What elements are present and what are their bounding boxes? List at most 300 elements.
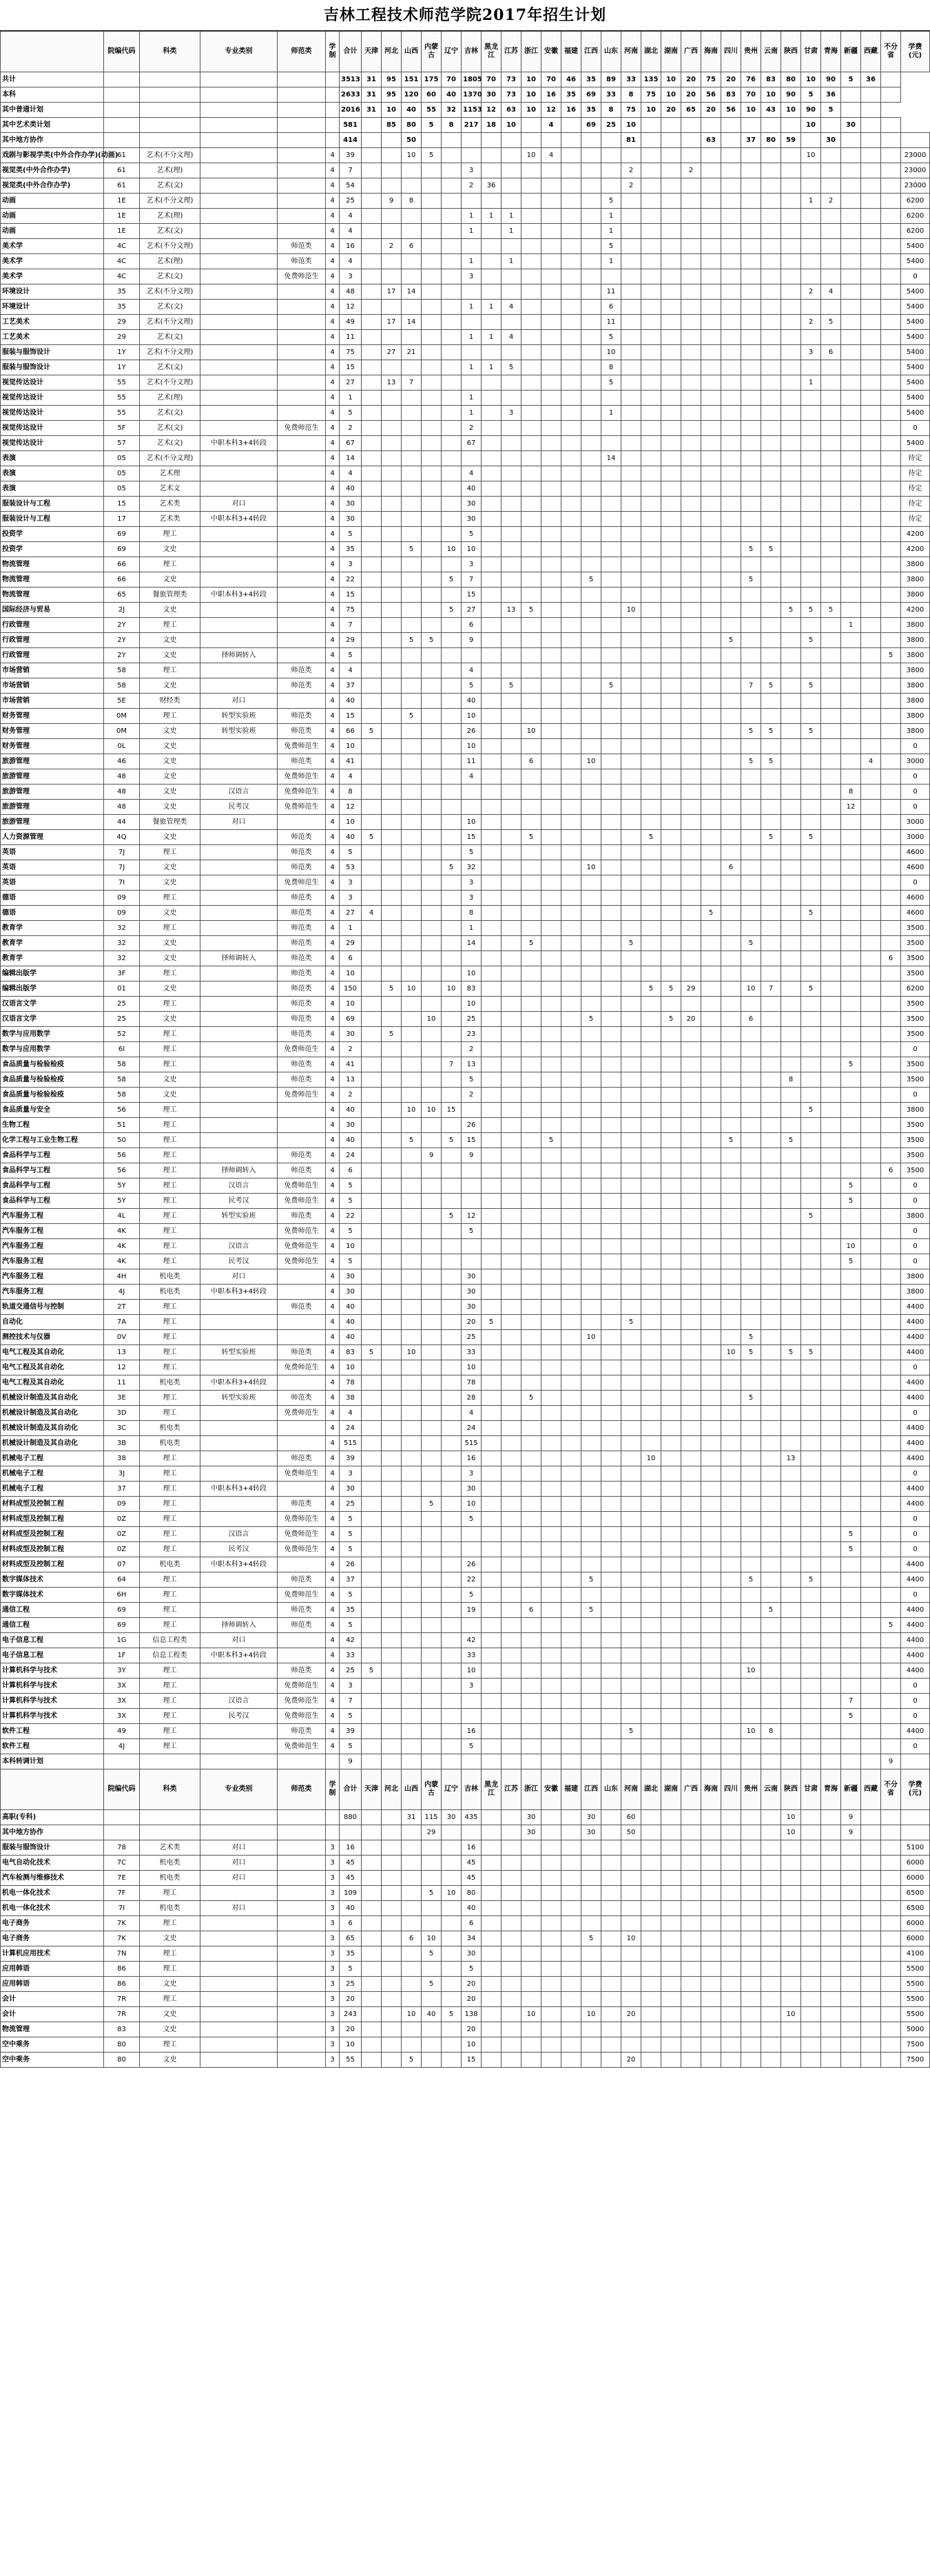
table-row xyxy=(1,739,930,754)
table-cell xyxy=(681,1451,701,1466)
table-cell xyxy=(801,1451,821,1466)
table-cell: 对口 xyxy=(200,1269,278,1285)
table-cell xyxy=(482,1825,502,1840)
table-cell xyxy=(701,1224,721,1239)
table-cell xyxy=(362,588,382,603)
table-cell xyxy=(881,375,901,391)
table-cell xyxy=(641,1871,661,1886)
table-cell: 4 xyxy=(326,785,340,800)
table-cell xyxy=(581,527,601,542)
table-cell xyxy=(402,269,422,284)
table-row xyxy=(1,754,930,769)
table-cell: 5 xyxy=(422,1886,442,1901)
table-cell xyxy=(861,1406,881,1421)
table-cell xyxy=(541,1285,561,1300)
table-cell xyxy=(581,1871,601,1886)
table-cell xyxy=(761,1360,781,1375)
table-cell xyxy=(621,739,641,754)
table-cell xyxy=(801,1012,821,1027)
table-cell: 5 xyxy=(621,936,641,951)
table-cell xyxy=(801,2007,821,2022)
table-cell: 对口 xyxy=(200,1901,278,1916)
table-cell xyxy=(881,1663,901,1679)
table-cell xyxy=(521,300,541,315)
table-cell xyxy=(801,1709,821,1724)
table-cell xyxy=(801,1901,821,1916)
table-cell: 09 xyxy=(104,906,140,921)
table-cell xyxy=(561,1557,581,1572)
table-cell xyxy=(801,1679,821,1694)
table-cell xyxy=(881,118,901,133)
table-cell xyxy=(278,1482,326,1497)
table-cell xyxy=(541,1436,561,1451)
table-cell xyxy=(601,936,621,951)
table-cell xyxy=(442,1239,462,1254)
table-cell xyxy=(661,1285,681,1300)
table-cell xyxy=(601,148,621,163)
table-cell xyxy=(362,406,382,421)
table-cell xyxy=(661,1163,681,1178)
table-cell xyxy=(561,663,581,678)
table-cell xyxy=(841,648,861,663)
table-cell xyxy=(821,391,841,406)
table-cell: 7J xyxy=(104,860,140,875)
table-cell xyxy=(326,72,340,87)
table-cell xyxy=(200,300,278,315)
table-cell xyxy=(278,103,326,118)
table-cell xyxy=(482,1224,502,1239)
table-cell xyxy=(761,1466,781,1482)
table-cell xyxy=(442,739,462,754)
table-cell xyxy=(861,1946,881,1962)
table-cell xyxy=(721,451,741,466)
table-cell xyxy=(681,1178,701,1194)
table-cell: 师范类 xyxy=(278,1012,326,1027)
table-cell: 29 xyxy=(104,330,140,345)
table-cell xyxy=(721,1633,741,1648)
table-cell xyxy=(741,769,761,785)
table-cell xyxy=(661,1451,681,1466)
table-cell: 6 xyxy=(721,860,741,875)
table-cell: 5 xyxy=(340,1962,362,1977)
table-cell xyxy=(681,1042,701,1057)
table-cell: 70 xyxy=(442,72,462,87)
table-cell: 30 xyxy=(462,1269,482,1285)
table-cell xyxy=(362,1375,382,1391)
table-cell xyxy=(641,133,661,148)
table-cell: 09 xyxy=(104,1497,140,1512)
table-cell xyxy=(741,663,761,678)
table-cell xyxy=(761,1557,781,1572)
table-cell xyxy=(681,421,701,436)
table-cell: 56 xyxy=(701,87,721,103)
table-cell: 1Y xyxy=(104,360,140,375)
table-cell: 67 xyxy=(340,436,362,451)
table-cell xyxy=(442,557,462,572)
table-cell xyxy=(761,1451,781,1466)
table-cell xyxy=(821,300,841,315)
table-cell xyxy=(861,1360,881,1375)
table-cell xyxy=(402,739,422,754)
major-name-cell: 机械电子工程 xyxy=(1,1482,104,1497)
table-cell xyxy=(502,1901,521,1916)
table-cell xyxy=(502,1962,521,1977)
table-cell: 3800 xyxy=(901,1209,930,1224)
table-cell: 1 xyxy=(340,921,362,936)
table-cell xyxy=(681,391,701,406)
table-cell xyxy=(661,1916,681,1931)
table-cell xyxy=(278,209,326,224)
table-cell xyxy=(881,1977,901,1992)
table-cell: 81 xyxy=(621,133,641,148)
table-cell xyxy=(781,1856,801,1871)
table-cell: 10 xyxy=(422,1012,442,1027)
table-cell: 58 xyxy=(104,1088,140,1103)
table-cell: 14 xyxy=(402,284,422,300)
table-cell: 56 xyxy=(721,103,741,118)
table-cell xyxy=(721,421,741,436)
table-cell xyxy=(561,2007,581,2022)
table-cell xyxy=(402,951,422,966)
column-header: 贵州 xyxy=(741,32,761,72)
table-cell xyxy=(781,1527,801,1542)
table-cell xyxy=(641,406,661,421)
enrollment-plan-table xyxy=(0,31,930,2068)
table-cell xyxy=(104,1754,140,1769)
table-cell xyxy=(541,906,561,921)
table-cell: 待定 xyxy=(901,466,930,481)
table-cell xyxy=(442,1992,462,2007)
table-cell xyxy=(761,966,781,981)
table-cell xyxy=(382,1088,402,1103)
table-cell xyxy=(621,1754,641,1769)
table-cell xyxy=(881,875,901,891)
table-cell: 4 xyxy=(326,936,340,951)
table-cell xyxy=(861,2053,881,2068)
table-cell xyxy=(362,451,382,466)
table-cell: 5 xyxy=(340,1224,362,1239)
table-cell xyxy=(681,936,701,951)
table-cell: 49 xyxy=(104,1724,140,1739)
table-cell: 4400 xyxy=(901,1375,930,1391)
table-cell xyxy=(581,481,601,497)
table-cell xyxy=(701,224,721,239)
table-cell xyxy=(661,1133,681,1148)
table-cell xyxy=(861,709,881,724)
table-cell: 36 xyxy=(861,72,881,87)
table-cell: 3 xyxy=(462,557,482,572)
table-cell xyxy=(521,739,541,754)
table-row xyxy=(1,148,930,163)
table-cell xyxy=(881,345,901,360)
table-cell xyxy=(561,391,581,406)
table-row xyxy=(1,785,930,800)
table-cell xyxy=(881,1679,901,1694)
table-cell xyxy=(821,1042,841,1057)
table-cell: 4H xyxy=(104,1269,140,1285)
table-cell: 民考汉 xyxy=(200,800,278,815)
table-cell xyxy=(761,1345,781,1360)
table-row xyxy=(1,1027,930,1042)
major-name-cell: 动画 xyxy=(1,224,104,239)
table-cell: 4 xyxy=(326,497,340,512)
table-cell xyxy=(661,1421,681,1436)
table-cell xyxy=(821,1557,841,1572)
table-cell: 7 xyxy=(340,1694,362,1709)
table-cell xyxy=(701,1285,721,1300)
table-cell xyxy=(681,1901,701,1916)
table-cell: 10 xyxy=(502,118,521,133)
table-cell: 10 xyxy=(462,709,482,724)
table-cell: 机电类 xyxy=(140,1421,200,1436)
table-cell xyxy=(402,1527,422,1542)
table-cell: 10 xyxy=(741,981,761,997)
table-cell xyxy=(701,163,721,178)
table-cell xyxy=(701,860,721,875)
table-cell xyxy=(741,951,761,966)
table-cell xyxy=(561,1375,581,1391)
table-cell: 90 xyxy=(781,87,801,103)
table-cell xyxy=(681,1224,701,1239)
table-cell: 4600 xyxy=(901,906,930,921)
table-cell: 4 xyxy=(340,1406,362,1421)
major-name-cell: 美术学 xyxy=(1,269,104,284)
table-cell xyxy=(521,315,541,330)
table-cell xyxy=(402,451,422,466)
table-cell xyxy=(881,1603,901,1618)
table-cell xyxy=(881,1012,901,1027)
table-cell xyxy=(721,1931,741,1946)
table-cell xyxy=(561,906,581,921)
table-cell: 2 xyxy=(801,315,821,330)
table-cell xyxy=(382,951,402,966)
table-cell xyxy=(681,1133,701,1148)
table-cell xyxy=(741,891,761,906)
table-cell xyxy=(541,436,561,451)
table-cell xyxy=(601,1345,621,1360)
table-cell xyxy=(681,1375,701,1391)
table-cell xyxy=(601,966,621,981)
table-cell: 7R xyxy=(104,2007,140,2022)
table-cell xyxy=(521,375,541,391)
table-cell xyxy=(621,1103,641,1118)
table-cell xyxy=(581,1466,601,1482)
table-cell xyxy=(541,694,561,709)
table-cell: 5 xyxy=(841,1542,861,1557)
table-cell: 3500 xyxy=(901,1057,930,1072)
table-cell xyxy=(621,239,641,254)
table-cell xyxy=(701,1315,721,1330)
table-cell: 10 xyxy=(340,966,362,981)
table-cell xyxy=(541,800,561,815)
table-cell xyxy=(561,557,581,572)
table-cell xyxy=(701,648,721,663)
table-cell xyxy=(721,466,741,481)
table-cell xyxy=(200,875,278,891)
table-cell: 4 xyxy=(326,269,340,284)
table-cell xyxy=(278,1315,326,1330)
table-cell xyxy=(581,1057,601,1072)
table-cell: 师范类 xyxy=(278,1391,326,1406)
table-cell xyxy=(521,997,541,1012)
table-cell xyxy=(641,1512,661,1527)
table-cell xyxy=(601,1512,621,1527)
table-cell xyxy=(821,1901,841,1916)
table-cell: 4 xyxy=(326,1224,340,1239)
table-cell: 8 xyxy=(841,785,861,800)
table-cell xyxy=(661,1825,681,1840)
table-cell: 4400 xyxy=(901,1603,930,1618)
table-cell xyxy=(741,2037,761,2053)
table-cell xyxy=(881,618,901,633)
table-cell xyxy=(661,512,681,527)
table-cell xyxy=(462,345,482,360)
table-cell: 33 xyxy=(462,1345,482,1360)
table-cell xyxy=(502,1840,521,1856)
table-cell: 243 xyxy=(340,2007,362,2022)
table-cell xyxy=(561,1057,581,1072)
table-cell xyxy=(861,1633,881,1648)
table-cell xyxy=(521,542,541,557)
table-cell xyxy=(641,1269,661,1285)
table-cell xyxy=(761,1572,781,1588)
table-cell xyxy=(521,663,541,678)
table-cell xyxy=(362,421,382,436)
table-cell xyxy=(761,572,781,588)
table-cell xyxy=(821,1330,841,1345)
table-cell: 2 xyxy=(681,163,701,178)
table-cell xyxy=(601,648,621,663)
table-cell: 14 xyxy=(601,451,621,466)
table-cell xyxy=(721,1178,741,1194)
table-cell xyxy=(881,512,901,527)
table-cell xyxy=(661,1027,681,1042)
table-cell xyxy=(661,1810,681,1825)
table-cell xyxy=(382,1946,402,1962)
table-cell xyxy=(278,1421,326,1436)
table-cell xyxy=(721,1421,741,1436)
table-cell: 26 xyxy=(340,1557,362,1572)
table-cell: 17 xyxy=(382,284,402,300)
table-cell: 10 xyxy=(462,997,482,1012)
table-cell xyxy=(362,1057,382,1072)
major-name-cell: 德语 xyxy=(1,891,104,906)
table-cell: 20 xyxy=(681,1012,701,1027)
table-cell xyxy=(521,481,541,497)
table-cell xyxy=(801,133,821,148)
table-cell xyxy=(200,542,278,557)
table-cell xyxy=(541,1557,561,1572)
table-cell: 16 xyxy=(462,1724,482,1739)
table-cell: 10 xyxy=(442,542,462,557)
table-cell: 11 xyxy=(340,330,362,345)
table-cell xyxy=(581,2053,601,2068)
table-cell: 10 xyxy=(340,2037,362,2053)
table-cell xyxy=(881,588,901,603)
table-cell xyxy=(661,1679,681,1694)
table-cell xyxy=(402,1330,422,1345)
table-cell xyxy=(801,1194,821,1209)
table-cell: 1F xyxy=(104,1648,140,1663)
table-cell: 4 xyxy=(502,300,521,315)
table-cell xyxy=(402,1754,422,1769)
table-cell xyxy=(621,1739,641,1754)
table-cell xyxy=(661,1527,681,1542)
table-cell xyxy=(200,360,278,375)
table-cell xyxy=(482,421,502,436)
table-cell: 53 xyxy=(340,860,362,875)
table-cell xyxy=(721,269,741,284)
table-cell xyxy=(821,1724,841,1739)
table-cell xyxy=(382,694,402,709)
table-cell xyxy=(442,1871,462,1886)
table-cell xyxy=(278,1946,326,1962)
table-cell xyxy=(402,1466,422,1482)
table-cell xyxy=(741,1739,761,1754)
table-cell xyxy=(661,1724,681,1739)
table-cell: 15 xyxy=(462,1133,482,1148)
table-cell xyxy=(741,906,761,921)
table-cell: 69 xyxy=(581,87,601,103)
table-cell xyxy=(721,1391,741,1406)
table-cell xyxy=(561,618,581,633)
table-cell xyxy=(621,148,641,163)
table-cell xyxy=(462,284,482,300)
table-cell xyxy=(741,481,761,497)
table-cell xyxy=(601,709,621,724)
table-cell: 31 xyxy=(402,1810,422,1825)
table-cell xyxy=(541,163,561,178)
table-cell xyxy=(502,391,521,406)
table-cell xyxy=(402,1451,422,1466)
table-cell: 4 xyxy=(326,921,340,936)
table-cell xyxy=(701,709,721,724)
table-cell xyxy=(781,1254,801,1269)
table-cell xyxy=(482,1254,502,1269)
table-cell xyxy=(701,1421,721,1436)
table-cell xyxy=(601,1406,621,1421)
table-cell xyxy=(841,542,861,557)
table-cell xyxy=(841,921,861,936)
table-cell: 8 xyxy=(402,194,422,209)
table-cell xyxy=(521,1754,541,1769)
table-cell xyxy=(641,1663,661,1679)
table-cell xyxy=(521,906,541,921)
table-cell xyxy=(561,209,581,224)
table-cell xyxy=(561,936,581,951)
column-header: 科类 xyxy=(140,32,200,72)
table-cell xyxy=(581,618,601,633)
table-cell xyxy=(681,572,701,588)
table-cell xyxy=(104,103,140,118)
major-name-cell: 服装设计与工程 xyxy=(1,497,104,512)
table-cell xyxy=(621,1224,641,1239)
table-cell xyxy=(581,1663,601,1679)
table-cell xyxy=(741,921,761,936)
table-cell xyxy=(502,1694,521,1709)
table-cell: 3 xyxy=(326,1871,340,1886)
table-cell: 4 xyxy=(362,906,382,921)
table-cell: 9 xyxy=(881,1754,901,1769)
table-cell: 5400 xyxy=(901,330,930,345)
table-cell xyxy=(621,1663,641,1679)
table-cell xyxy=(861,785,881,800)
major-name-cell: 视觉传达设计 xyxy=(1,436,104,451)
table-cell xyxy=(681,1603,701,1618)
table-cell: 2 xyxy=(340,421,362,436)
table-cell xyxy=(821,936,841,951)
table-cell xyxy=(502,2037,521,2053)
